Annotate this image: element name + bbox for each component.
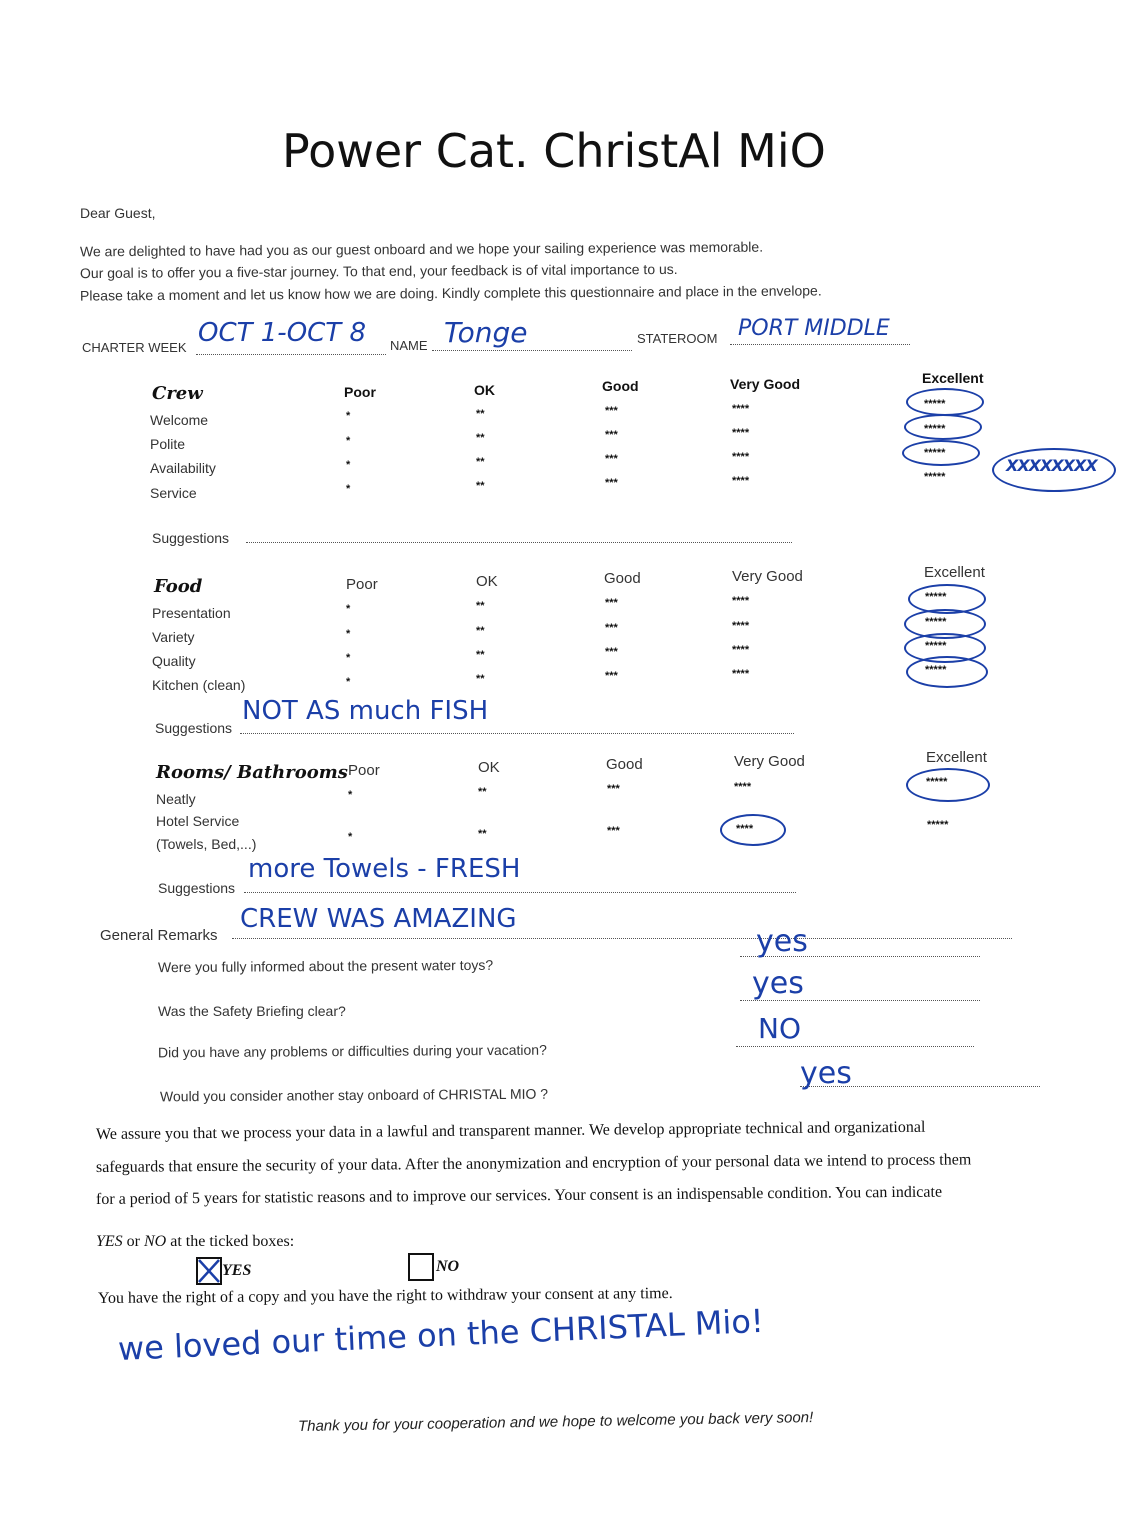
privacy-line-3: for a period of 5 years for statistic reasons and to improve our services. Your consent is an indispensable condition. You can indicate: [95, 1183, 943, 1208]
crew-polite-star-1[interactable]: *: [346, 435, 351, 447]
rooms-item-neatly: Neatly: [156, 791, 196, 807]
food-quality-star-4[interactable]: ****: [732, 644, 750, 656]
food-quality-star-2[interactable]: **: [476, 649, 485, 661]
crew-polite-selection: [904, 414, 982, 440]
crew-polite-star-2[interactable]: **: [476, 432, 485, 444]
crew-service-star-2[interactable]: **: [476, 480, 485, 492]
rooms-item-towels-bed: (Towels, Bed,...): [156, 836, 257, 852]
crew-welcome-star-5[interactable]: *****: [924, 398, 946, 410]
food-quality-star-5[interactable]: *****: [925, 640, 947, 652]
rooms-header-excellent: Excellent: [926, 749, 987, 766]
greeting: Dear Guest,: [80, 205, 156, 221]
crew-header-poor: Poor: [344, 384, 376, 400]
food-presentation-star-2[interactable]: **: [476, 600, 485, 612]
rooms-header-good: Good: [606, 756, 643, 773]
crew-availability-star-5[interactable]: *****: [924, 447, 946, 459]
food-kitchen-star-5[interactable]: *****: [925, 664, 947, 676]
food-suggestions-label: Suggestions: [155, 720, 233, 736]
crew-service-star-1[interactable]: *: [346, 483, 351, 495]
food-variety-star-3[interactable]: ***: [605, 622, 618, 634]
crew-service-extra-mark: XXXXXXXX: [1006, 456, 1097, 475]
food-heading: Food: [154, 576, 203, 597]
privacy-line-4-rest: at the ticked boxes:: [166, 1233, 295, 1250]
food-item-kitchen: Kitchen (clean): [152, 677, 246, 693]
rooms-hotel-star-4[interactable]: ****: [736, 823, 754, 835]
consent-no-checkbox[interactable]: [408, 1253, 434, 1281]
food-presentation-star-4[interactable]: ****: [732, 595, 750, 607]
privacy-no-word: NO: [144, 1233, 167, 1250]
food-header-excellent: Excellent: [924, 564, 985, 581]
crew-welcome-star-1[interactable]: *: [346, 410, 351, 422]
crew-polite-star-3[interactable]: ***: [605, 429, 618, 441]
rooms-hotel-selection: [720, 814, 786, 846]
food-header-good: Good: [604, 570, 641, 587]
rooms-neatly-star-4[interactable]: ****: [734, 781, 752, 793]
food-presentation-star-5[interactable]: *****: [925, 591, 947, 603]
crew-welcome-selection: [906, 388, 984, 416]
crew-availability-selection: [902, 440, 980, 466]
crew-header-verygood: Very Good: [730, 376, 801, 392]
rights-text: You have the right of a copy and you have the right to withdraw your consent at any time.: [97, 1284, 673, 1307]
general-remarks-field[interactable]: [232, 938, 1012, 939]
food-kitchen-star-4[interactable]: ****: [732, 668, 750, 680]
food-variety-star-4[interactable]: ****: [732, 620, 750, 632]
crew-header-good: Good: [602, 378, 639, 394]
rooms-neatly-star-5[interactable]: *****: [926, 776, 948, 788]
intro-line-2: Our goal is to offer you a five-star journey. To that end, your feedback is of vital importance to us.: [79, 260, 678, 282]
food-kitchen-star-3[interactable]: ***: [605, 670, 618, 682]
intro-line-3: Please take a moment and let us know how we are doing. Kindly complete this questionnaire and place in the envelope.: [79, 282, 822, 304]
food-item-variety: Variety: [152, 629, 195, 645]
crew-welcome-star-3[interactable]: ***: [605, 405, 618, 417]
page-title: Power Cat. ChristAl MiO: [282, 124, 826, 178]
food-presentation-star-3[interactable]: ***: [605, 597, 618, 609]
crew-availability-star-1[interactable]: *: [346, 459, 351, 471]
answer-problems-field[interactable]: [736, 1046, 974, 1047]
crew-item-welcome: Welcome: [150, 412, 209, 428]
rooms-header-verygood: Very Good: [734, 753, 805, 770]
crew-suggestions-label: Suggestions: [152, 530, 230, 546]
intro-line-1: We are delighted to have had you as our guest onboard and we hope your sailing experience was memorable.: [79, 238, 764, 260]
rooms-neatly-selection: [906, 768, 990, 802]
food-header-poor: Poor: [346, 576, 378, 593]
crew-welcome-star-4[interactable]: ****: [732, 403, 750, 415]
crew-suggestions-field[interactable]: [246, 542, 792, 543]
rooms-neatly-star-2[interactable]: **: [478, 786, 487, 798]
food-suggestions-field[interactable]: [240, 733, 794, 734]
food-quality-star-1[interactable]: *: [346, 652, 351, 664]
rooms-neatly-star-3[interactable]: ***: [607, 783, 620, 795]
crew-heading: Crew: [152, 383, 203, 404]
charter-week-value[interactable]: OCT 1-OCT 8: [198, 318, 366, 348]
question-safety-briefing: Was the Safety Briefing clear?: [158, 1003, 346, 1019]
crew-availability-star-3[interactable]: ***: [605, 453, 618, 465]
crew-item-service: Service: [150, 485, 197, 501]
food-variety-star-1[interactable]: *: [346, 628, 351, 640]
rooms-suggestion-value[interactable]: more Towels - FRESH: [248, 854, 521, 884]
answer-problems[interactable]: NO: [758, 1012, 801, 1045]
general-remarks-value[interactable]: CREW WAS AMAZING: [240, 904, 517, 934]
stateroom-value[interactable]: PORT MIDDLE: [738, 316, 890, 341]
food-item-quality: Quality: [152, 653, 196, 669]
rooms-header-poor: Poor: [348, 762, 380, 779]
handwritten-note: we loved our time on the CHRISTAL Mio!: [117, 1301, 765, 1368]
footer-thanks: Thank you for your cooperation and we hope to welcome you back very soon!: [297, 1409, 814, 1435]
rooms-suggestions-field[interactable]: [244, 892, 796, 893]
food-variety-star-2[interactable]: **: [476, 625, 485, 637]
crew-header-excellent: Excellent: [922, 370, 984, 386]
food-presentation-star-1[interactable]: *: [346, 603, 351, 615]
crew-service-star-3[interactable]: ***: [605, 477, 618, 489]
rooms-header-ok: OK: [478, 759, 500, 776]
name-label: NAME: [390, 338, 428, 353]
food-kitchen-selection: [906, 656, 988, 688]
question-water-toys: Were you fully informed about the present water toys?: [157, 956, 494, 976]
charter-week-label: CHARTER WEEK: [82, 340, 187, 355]
crew-availability-star-4[interactable]: ****: [732, 451, 750, 463]
crew-welcome-star-2[interactable]: **: [476, 408, 485, 420]
name-value[interactable]: Tonge: [444, 316, 528, 349]
answer-water-toys[interactable]: yes: [756, 924, 808, 959]
food-header-verygood: Very Good: [732, 568, 803, 585]
rooms-heading: Rooms/ Bathrooms: [156, 762, 348, 783]
crew-item-availability: Availability: [150, 460, 216, 476]
privacy-line-4: [96, 1233, 294, 1251]
question-another-stay: Would you consider another stay onboard of CHRISTAL MIO ?: [159, 1085, 549, 1105]
privacy-yes-word: YES: [96, 1233, 123, 1250]
rooms-hotel-star-2[interactable]: **: [478, 828, 487, 840]
answer-another-stay[interactable]: yes: [800, 1056, 852, 1091]
crew-item-polite: Polite: [150, 436, 186, 452]
food-kitchen-star-2[interactable]: **: [476, 673, 485, 685]
consent-no-label: NO: [436, 1258, 460, 1275]
food-kitchen-star-1[interactable]: *: [346, 676, 351, 688]
rooms-neatly-star-1[interactable]: *: [348, 789, 353, 801]
rooms-hotel-star-5[interactable]: *****: [927, 819, 949, 831]
consent-yes-label: YES: [222, 1262, 252, 1279]
privacy-line-1: We assure you that we process your data in a lawful and transparent manner. We develop appropriate technical and organizational: [95, 1118, 926, 1143]
crew-service-star-5[interactable]: *****: [924, 471, 946, 483]
stateroom-label: STATEROOM: [637, 331, 718, 346]
answer-safety-briefing[interactable]: yes: [752, 966, 804, 1001]
privacy-line-2: safeguards that ensure the security of your data. After the anonymization and encryption of your personal data we intend to process them: [95, 1151, 972, 1176]
food-variety-star-5[interactable]: *****: [925, 616, 947, 628]
general-remarks-label: General Remarks: [100, 927, 218, 944]
crew-service-star-4[interactable]: ****: [732, 475, 750, 487]
crew-polite-star-5[interactable]: *****: [924, 423, 946, 435]
crew-availability-star-2[interactable]: **: [476, 456, 485, 468]
crew-header-ok: OK: [474, 382, 495, 398]
food-header-ok: OK: [476, 573, 498, 590]
rooms-hotel-star-3[interactable]: ***: [607, 825, 620, 837]
crew-polite-star-4[interactable]: ****: [732, 427, 750, 439]
rooms-item-hotel-service: Hotel Service: [156, 813, 240, 829]
food-quality-star-3[interactable]: ***: [605, 646, 618, 658]
food-item-presentation: Presentation: [152, 605, 231, 621]
food-suggestion-value[interactable]: NOT AS much FISH: [242, 696, 489, 726]
consent-yes-checkbox[interactable]: [196, 1257, 222, 1285]
rooms-hotel-star-1[interactable]: *: [348, 831, 353, 843]
rooms-suggestions-label: Suggestions: [158, 880, 236, 896]
checkmark-icon: [198, 1259, 220, 1283]
privacy-or-word: or: [122, 1233, 144, 1250]
question-problems: Did you have any problems or difficulties during your vacation?: [157, 1041, 547, 1061]
